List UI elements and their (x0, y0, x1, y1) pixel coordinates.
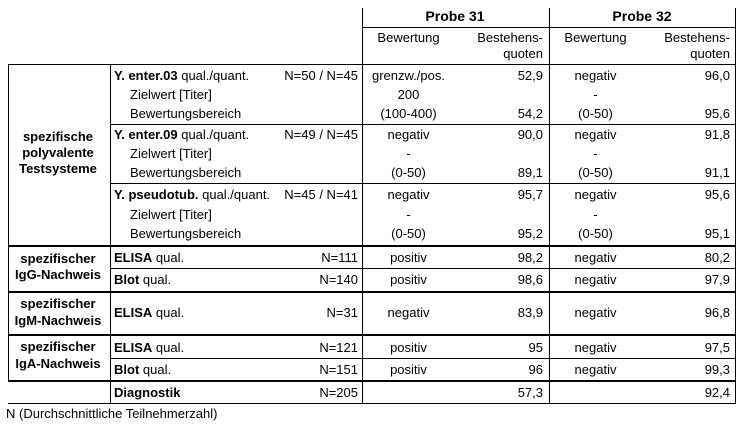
header-p31-quoten-2: quoten (503, 46, 543, 61)
p31-quote: 90,0 (517, 127, 543, 142)
test-name: Y. enter.09 qual./quant. (114, 127, 250, 142)
test-name: Y. pseudotub. qual./quant. (114, 187, 271, 202)
p32-zielwert: - (593, 87, 598, 102)
header-p31-quoten-1: Bestehens- (477, 30, 543, 45)
p31-zielwert: 200 (397, 87, 420, 102)
test-n: N=31 (326, 305, 358, 320)
p31-quote-bereich: 95,2 (517, 226, 543, 241)
p31-quote-bereich: 54,2 (517, 106, 543, 121)
test-left-border (110, 64, 111, 404)
p31-zielwert: - (406, 207, 411, 222)
group-rule (8, 380, 735, 382)
test-name: ELISA qual. (114, 340, 185, 355)
p31-bereich: (100-400) (380, 106, 437, 121)
p31-zielwert: - (406, 146, 411, 161)
p32-zielwert: - (593, 146, 598, 161)
test-n: N=49 / N=45 (284, 127, 358, 142)
row-rule (110, 124, 735, 125)
group-label-igg-1: spezifischer (20, 251, 96, 266)
p31-bewertung: negativ (387, 127, 430, 142)
diagnostik-n: N=205 (319, 385, 358, 400)
p31-bewertung: positiv (390, 272, 427, 287)
diagnostik-p32-quote: 92,4 (704, 385, 730, 400)
p32-bewertung: negativ (574, 362, 617, 377)
p32-quote: 97,9 (704, 272, 730, 287)
p32-quote: 80,2 (704, 250, 730, 265)
test-name: Blot qual. (114, 362, 172, 377)
test-n: N=151 (319, 362, 358, 377)
group-rule (8, 245, 735, 247)
group-rule (8, 291, 735, 293)
header-p32-quoten-2: quoten (690, 46, 730, 61)
test-name: ELISA qual. (114, 250, 185, 265)
p31-quote: 96 (528, 362, 543, 377)
p32-quote: 96,8 (704, 305, 730, 320)
test-name: Y. enter.03 qual./quant. (114, 68, 250, 83)
p32-bewertung: negativ (574, 340, 617, 355)
p32-bewertung: negativ (574, 68, 617, 83)
group-label-igm-2: IgM-Nachweis (14, 313, 102, 328)
header-p32-bewertung: Bewertung (564, 30, 627, 45)
test-n: N=111 (321, 250, 358, 265)
p31-bereich: (0-50) (391, 226, 426, 241)
p32-quote: 97,5 (704, 340, 730, 355)
test-n: N=50 / N=45 (284, 68, 358, 83)
p31-quote: 52,9 (517, 68, 543, 83)
p32-quote: 99,3 (704, 362, 730, 377)
probe31-left-border (362, 8, 363, 404)
p31-bewertung: positiv (390, 340, 427, 355)
sub-zielwert: Zielwert [Titer] (130, 87, 212, 102)
header-probe31: Probe 31 (425, 8, 485, 24)
p32-quote: 91,8 (704, 127, 730, 142)
p32-bereich: (0-50) (578, 106, 613, 121)
p31-quote: 95 (528, 340, 543, 355)
sub-bewertungsbereich: Bewertungsbereich (130, 165, 242, 180)
table-left-border (8, 64, 9, 380)
group-label-igm-1: spezifischer (20, 296, 96, 311)
group-label-polyvalent-1: spezifische (22, 129, 94, 144)
p31-bewertung: grenzw./pos. (372, 68, 445, 83)
bottom-rule (8, 403, 735, 404)
p32-bereich: (0-50) (578, 226, 613, 241)
p32-bewertung: negativ (574, 305, 617, 320)
group-label-iga-2: IgA-Nachweis (15, 356, 101, 371)
row-rule (110, 183, 735, 184)
header-p32-quoten-1: Bestehens- (664, 30, 730, 45)
p31-quote: 83,9 (517, 305, 543, 320)
header-bottom-rule (8, 64, 735, 65)
p31-bewertung: negativ (387, 305, 430, 320)
p32-bereich: (0-50) (578, 165, 613, 180)
p31-bereich: (0-50) (391, 165, 426, 180)
p31-quote-bereich: 89,1 (517, 165, 543, 180)
probe32-left-border (549, 8, 550, 404)
p32-quote: 95,6 (704, 187, 730, 202)
p32-quote-bereich: 95,1 (704, 226, 730, 241)
p32-zielwert: - (593, 207, 598, 222)
group-label-igg-2: IgG-Nachweis (15, 267, 101, 282)
footnote: N (Durchschnittliche Teilnehmerzahl) (6, 406, 218, 421)
sub-bewertungsbereich: Bewertungsbereich (130, 106, 242, 121)
test-name: Blot qual. (114, 272, 172, 287)
test-n: N=121 (319, 340, 358, 355)
p31-bewertung: positiv (390, 362, 427, 377)
sub-zielwert: Zielwert [Titer] (130, 146, 212, 161)
p32-quote-bereich: 95,6 (704, 106, 730, 121)
p32-quote-bereich: 91,1 (704, 165, 730, 180)
test-n: N=140 (319, 272, 358, 287)
test-n: N=45 / N=41 (284, 187, 358, 202)
group-label-polyvalent-2: polyvalente (22, 145, 94, 160)
group-label-polyvalent-3: Testsysteme (19, 161, 97, 176)
sub-zielwert: Zielwert [Titer] (130, 207, 212, 222)
p32-bewertung: negativ (574, 127, 617, 142)
p31-quote: 98,6 (517, 272, 543, 287)
p32-bewertung: negativ (574, 272, 617, 287)
p32-bewertung: negativ (574, 250, 617, 265)
diagnostik-p31-quote: 57,3 (517, 385, 543, 400)
header-probe32: Probe 32 (612, 8, 672, 24)
p31-quote: 98,2 (517, 250, 543, 265)
diagnostik-label: Diagnostik (114, 385, 181, 400)
row-rule (110, 268, 735, 269)
p31-quote: 95,7 (517, 187, 543, 202)
p32-bewertung: negativ (574, 187, 617, 202)
right-border (735, 8, 736, 404)
test-name: ELISA qual. (114, 305, 185, 320)
header-p31-bewertung: Bewertung (377, 30, 440, 45)
row-rule (110, 358, 735, 359)
group-rule (8, 334, 735, 336)
sub-bewertungsbereich: Bewertungsbereich (130, 226, 242, 241)
p32-quote: 96,0 (704, 68, 730, 83)
p31-bewertung: negativ (387, 187, 430, 202)
p31-bewertung: positiv (390, 250, 427, 265)
group-label-iga-1: spezifischer (20, 339, 96, 354)
